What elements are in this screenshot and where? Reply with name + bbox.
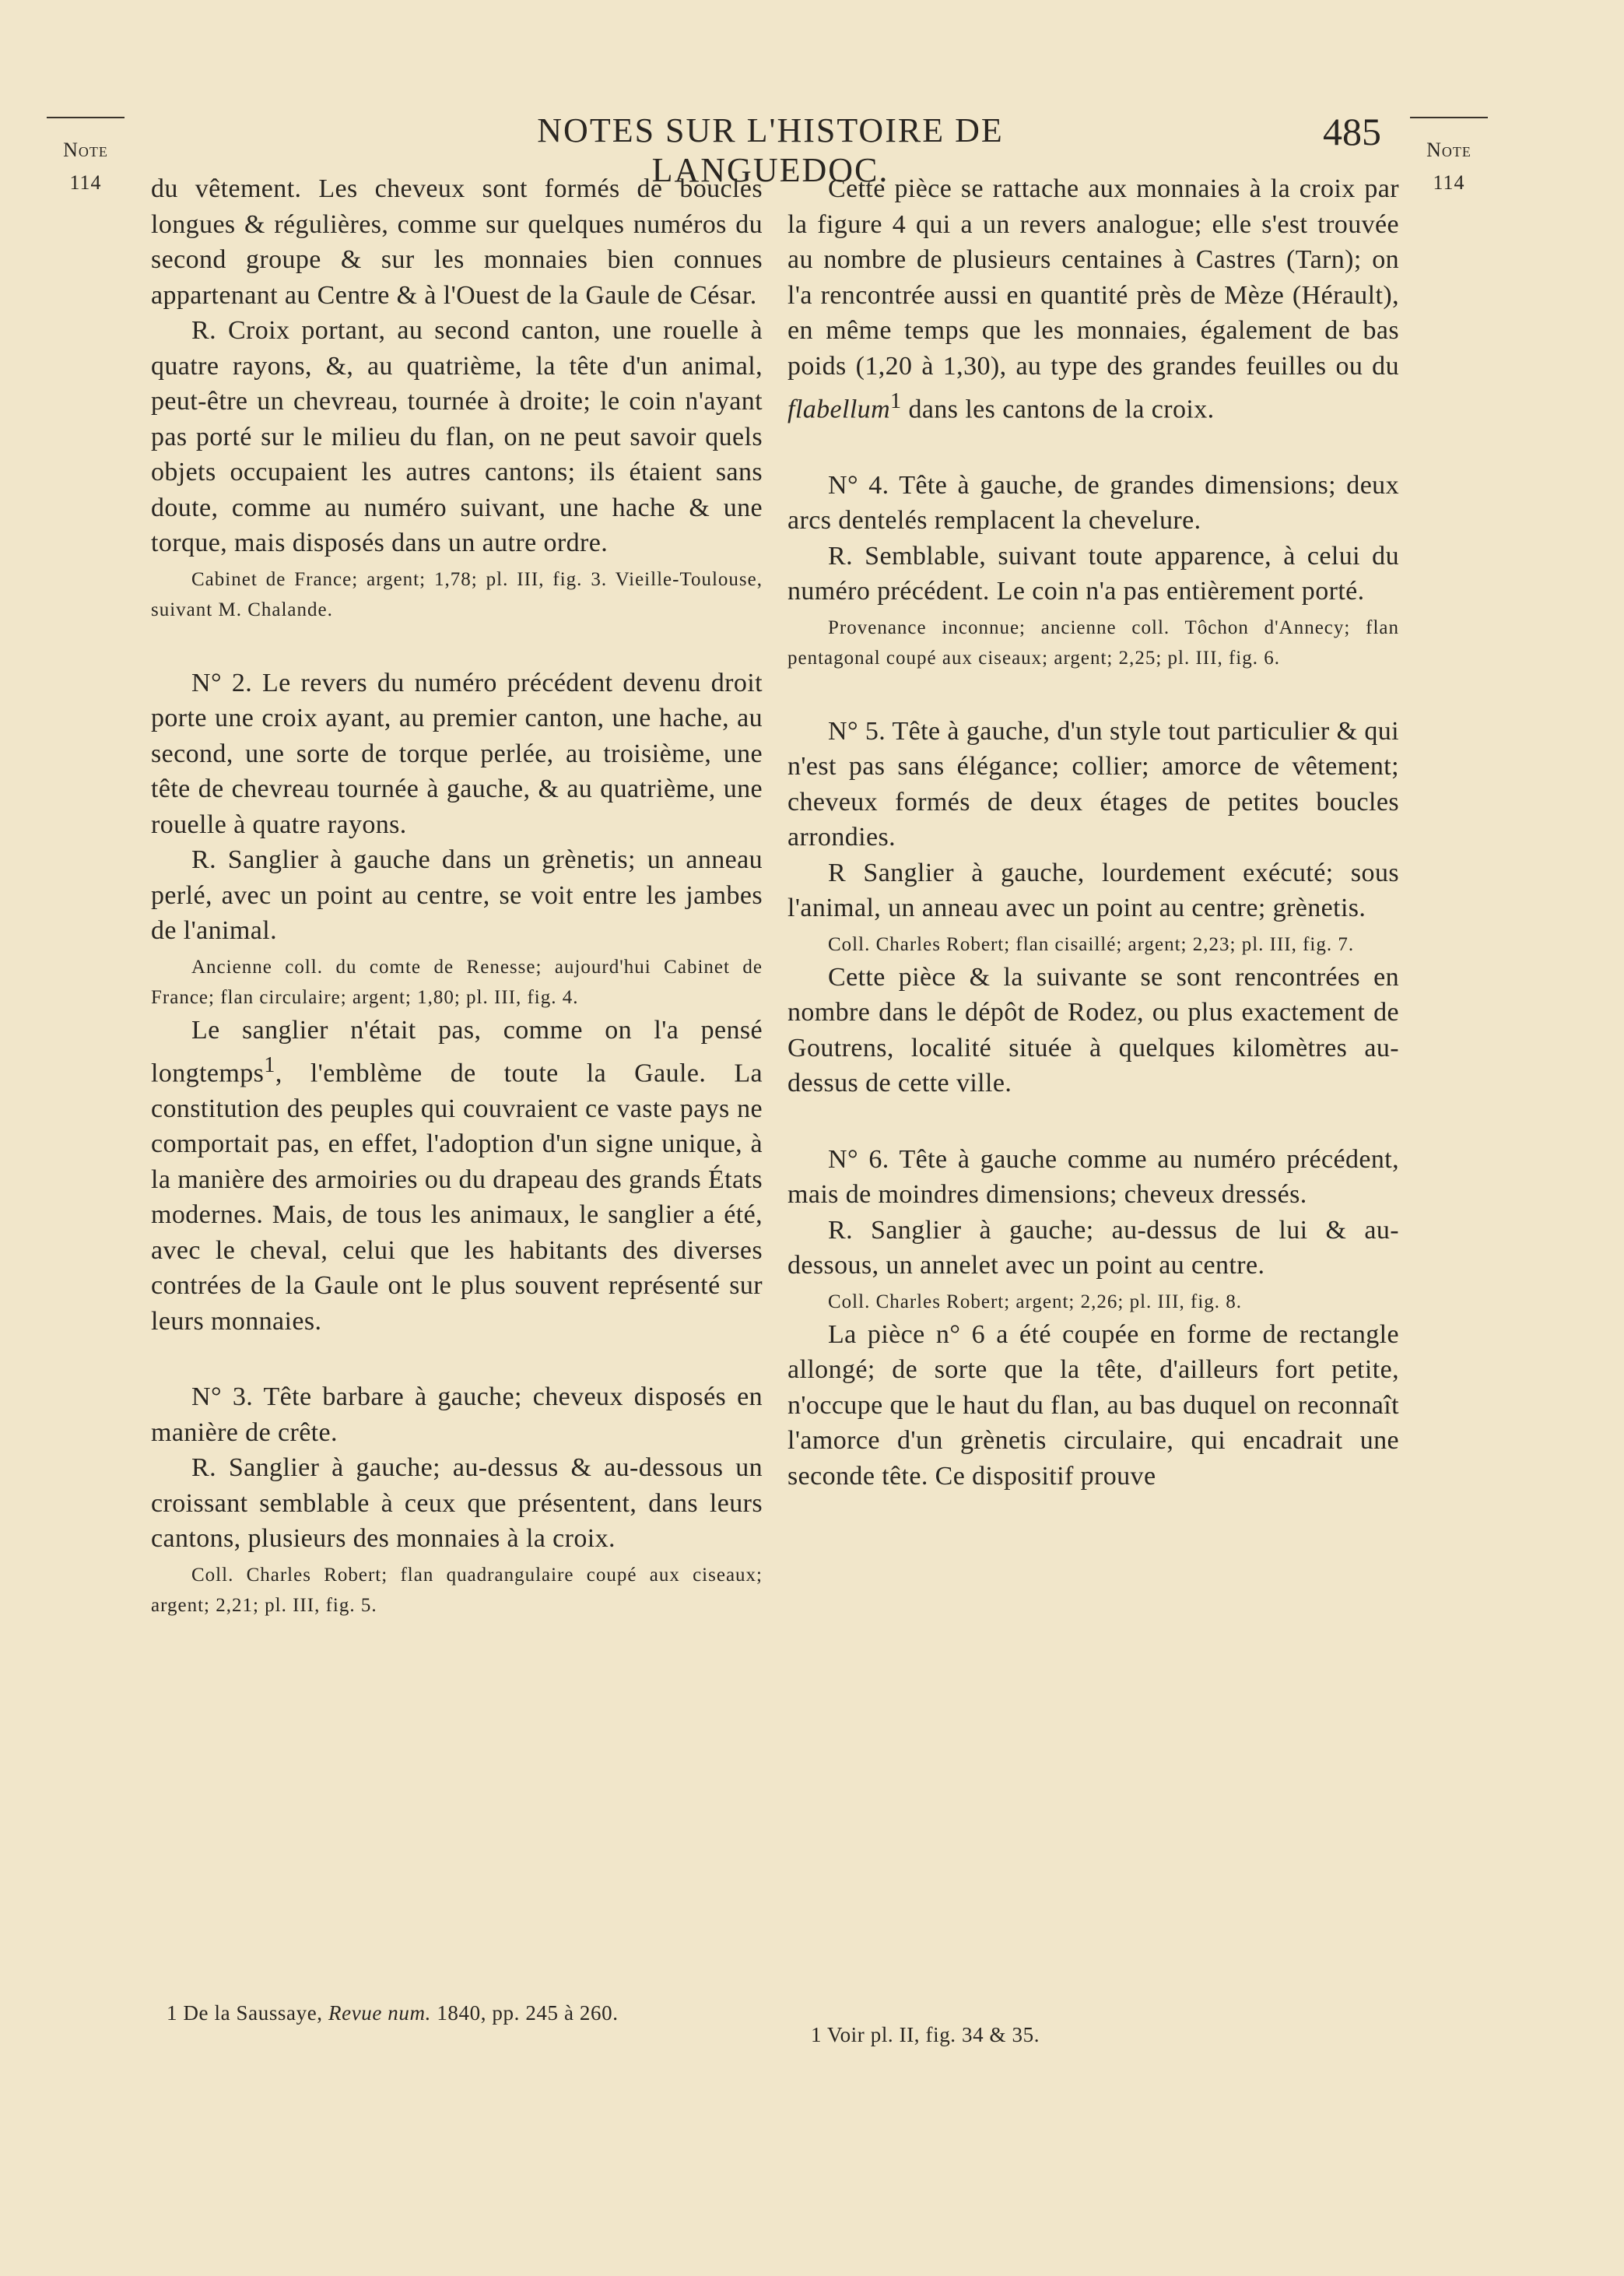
paragraph: N° 2. Le revers du numéro précédent devenu droit porte une croix ayant, au premier canton, une hache, au second, une sorte de torque perlée, au troisième, une tête de chevreau tournée à gauche, & au quatrième, une rouelle à quatre rayons. — [151, 668, 763, 839]
reference-note: Coll. Charles Robert; argent; 2,26; pl. III, fig. 8. — [828, 1291, 1243, 1312]
reference-note: Cabinet de France; argent; 1,78; pl. III, fig. 3. Vieille-Toulouse, suivant M. Chalande. — [151, 568, 763, 620]
footnote-text: 1 De la Saussaye, — [167, 2001, 329, 2025]
margin-note-label: Note — [1426, 139, 1471, 161]
page-number: 485 — [1323, 110, 1381, 153]
reference-note: Provenance inconnue; ancienne coll. Tôchon d'Annecy; flan pentagonal coupé aux ciseaux; argent; 2,25; pl. III, fig. 6. — [787, 616, 1399, 669]
margin-note-number: 114 — [69, 171, 102, 194]
reference-note: Ancienne coll. du comte de Renesse; aujourd'hui Cabinet de France; flan circulaire; argent; 1,80; pl. III, fig. 4. — [151, 956, 763, 1008]
margin-note-number: 114 — [1433, 171, 1465, 194]
paragraph: R. Sanglier à gauche; au-dessus de lui & au-dessous, un annelet avec un point au centre. — [787, 1215, 1399, 1280]
paragraph — [787, 171, 1399, 427]
margin-note-right — [1410, 134, 1488, 199]
paragraph: N° 3. Tête barbare à gauche; cheveux disposés en manière de crête. — [151, 1382, 763, 1447]
footnote: 1 Voir pl. II, fig. 34 & 35. — [811, 2023, 1040, 2046]
reference-note: Coll. Charles Robert; flan quadrangulaire coupé aux ciseaux; argent; 2,21; pl. III, fig. 5. — [151, 1564, 763, 1616]
paragraph: R. Semblable, suivant toute apparence, à celui du numéro précédent. Le coin n'a pas entièrement porté. — [787, 541, 1399, 606]
paragraph — [151, 1013, 763, 1340]
footnote — [151, 1997, 763, 2028]
emphasis-term: flabellum — [787, 395, 891, 424]
footnote-marker: 1 — [890, 389, 902, 413]
margin-note-left — [47, 134, 125, 199]
paragraph: R Sanglier à gauche, lourdement exécuté; sous l'animal, un anneau avec un point au centre; grènetis. — [787, 858, 1399, 923]
paragraph-text: , l'emblème de toute la Gaule. La constitution des peuples qui couvraient ce vaste pays ne comportait pas, en effet, l'adoption d'un signe unique, à la manière des armoiries ou du drapeau des grands États modernes. Mais, de tous les animaux, le sanglier a été, avec le cheval, celui que les habitants des diverses contrées de la Gaule ont le plus souvent représenté sur leurs monnaies. — [151, 1059, 763, 1336]
paragraph-text: Le sanglier n'était pas, comme on l'a pensé longtemps — [151, 1015, 763, 1088]
left-column — [151, 171, 763, 1621]
paragraph: R. Sanglier à gauche dans un grènetis; un anneau perlé, avec un point au centre, se voit entre les jambes de l'animal. — [151, 845, 763, 945]
paragraph-text: Cette pièce se rattache aux monnaies à la croix par la figure 4 qui a un revers analogue; elle s'est trouvée au nombre de plusieurs centaines à Castres (Tarn); on l'a rencontrée aussi en quantité près de Mèze (Hérault), en même temps que les monnaies, également de bas poids (1,20 à 1,30), au type des grandes feuilles ou du — [787, 174, 1399, 381]
right-column — [787, 171, 1399, 1494]
paragraph: R. Croix portant, au second canton, une rouelle à quatre rayons, &, au quatrième, la tête d'un animal, peut-être un chevreau, tournée à droite; le coin n'ayant pas porté sur le milieu du flan, on ne peut savoir quels objets occupaient les autres cantons; ils étaient sans doute, comme au numéro suivant, une hache & une torque, mais disposés dans un autre ordre. — [151, 316, 763, 557]
paragraph: N° 4. Tête à gauche, de grandes dimensions; deux arcs dentelés remplacent la chevelure. — [787, 470, 1399, 536]
margin-rule-right — [1410, 117, 1488, 118]
paragraph: du vêtement. Les cheveux sont formés de boucles longues & régulières, comme sur quelques numéros du second groupe & sur les monnaies bien connues appartenant au Centre & à l'Ouest de la Gaule de César. — [151, 174, 763, 310]
footnote-marker: 1 — [264, 1053, 275, 1077]
paragraph: La pièce n° 6 a été coupée en forme de rectangle allongé; de sorte que la tête, d'ailleurs fort petite, n'occupe que le haut du flan, au bas duquel on reconnaît l'amorce d'un grènetis circulaire, qui encadrait une seconde tête. Ce dispositif prouve — [787, 1319, 1399, 1491]
footnote-text: 1840, pp. 245 à 260. — [430, 2001, 619, 2025]
paragraph-text: dans les cantons de la croix. — [901, 395, 1215, 424]
margin-rule-left — [47, 117, 125, 118]
reference-note: Coll. Charles Robert; flan cisaillé; argent; 2,23; pl. III, fig. 7. — [828, 933, 1355, 955]
paragraph: Cette pièce & la suivante se sont rencontrées en nombre dans le dépôt de Rodez, ou plus exactement de Goutrens, localité située à quelques kilomètres au-dessus de cette ville. — [787, 962, 1399, 1098]
paragraph: R. Sanglier à gauche; au-dessus & au-dessous un croissant semblable à ceux que présentent, dans leurs cantons, plusieurs des monnaies à la croix. — [151, 1453, 763, 1554]
running-title: NOTES SUR L'HISTOIRE DE LANGUEDOC. — [537, 111, 1004, 189]
paragraph: N° 6. Tête à gauche comme au numéro précédent, mais de moindres dimensions; cheveux dressés. — [787, 1144, 1399, 1210]
margin-note-label: Note — [63, 139, 108, 161]
footnote-title: Revue num. — [328, 2001, 431, 2025]
paragraph: N° 5. Tête à gauche, d'un style tout particulier & qui n'est pas sans élégance; collier; amorce de vêtement; cheveux formés de deux étages de petites boucles arrondies. — [787, 716, 1399, 852]
